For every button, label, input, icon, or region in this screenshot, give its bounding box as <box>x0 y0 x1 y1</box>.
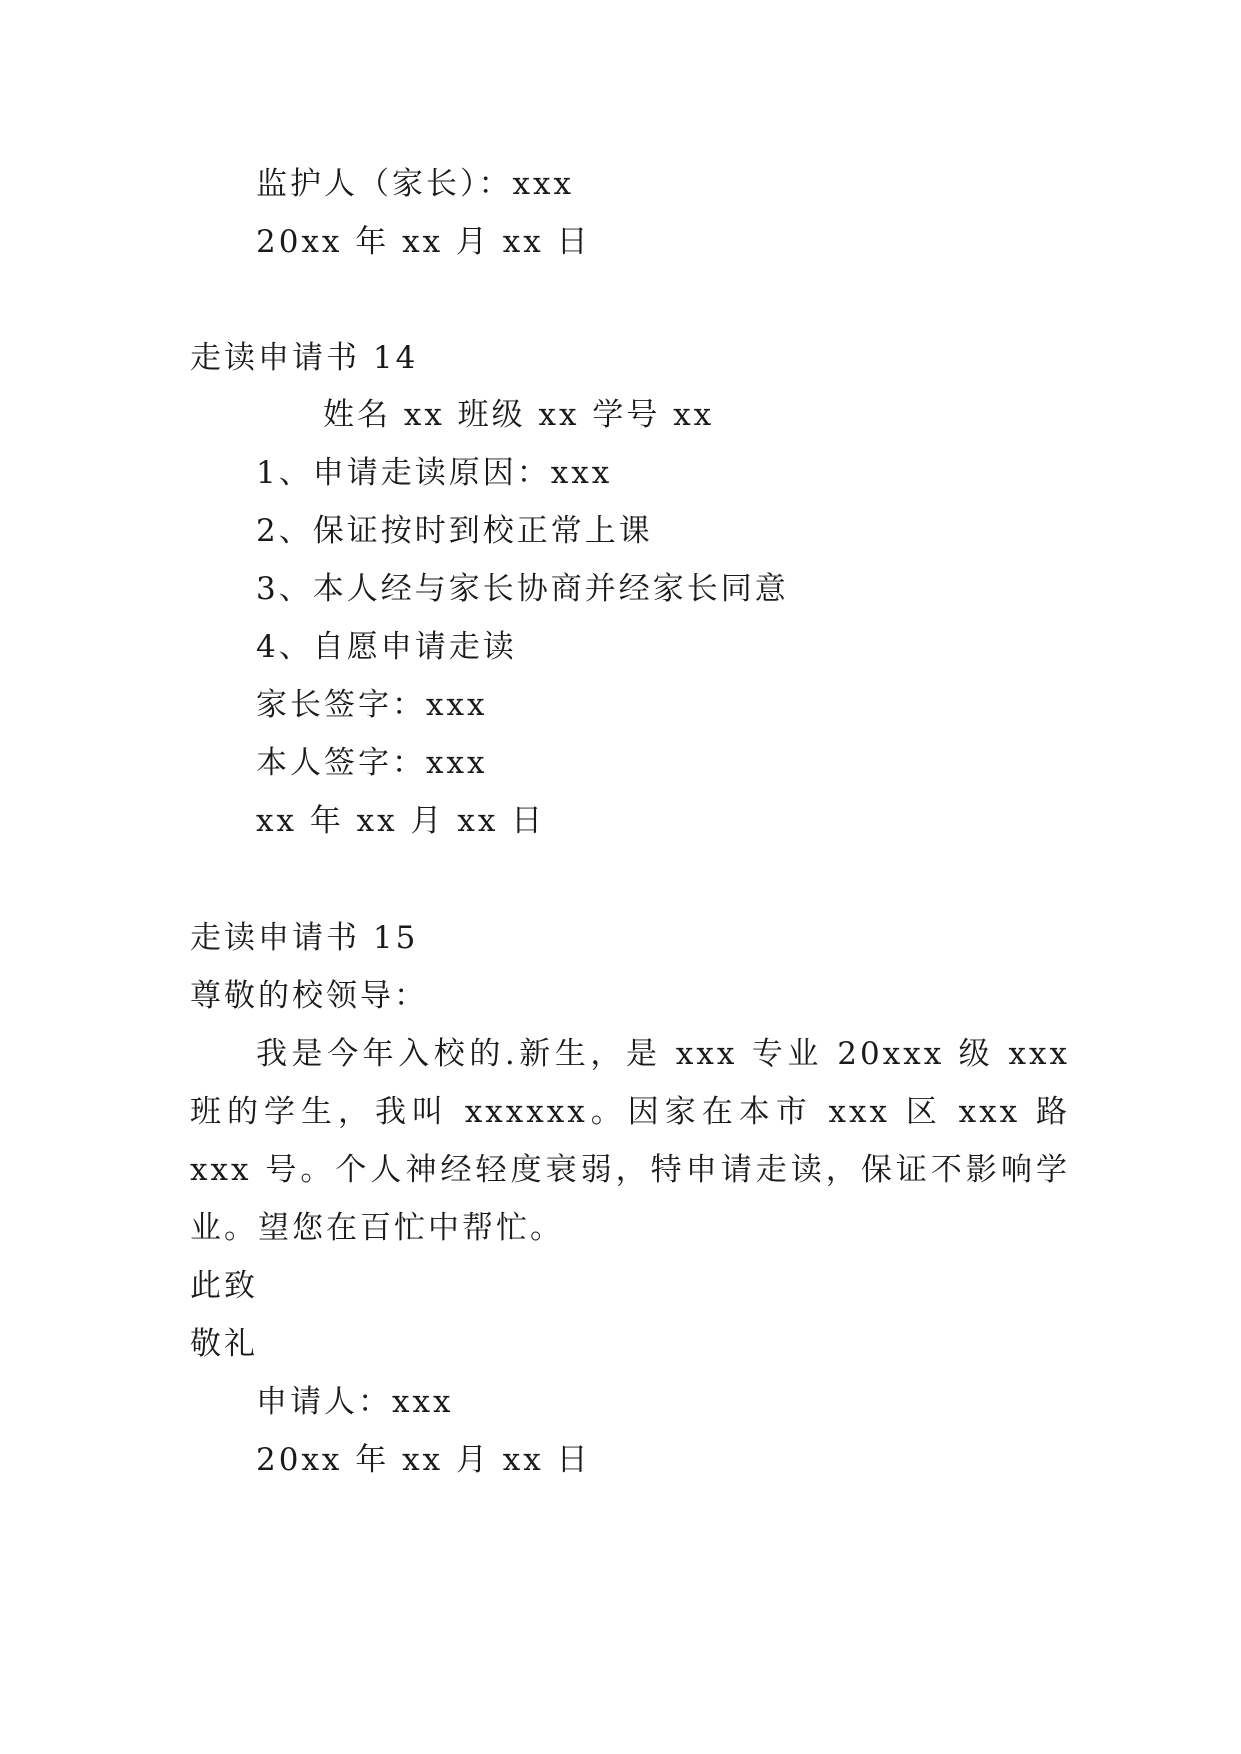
guardian-line: 监护人（家长）：xxx <box>256 166 574 202</box>
date-line-13: 20xx 年 xx 月 xx 日 <box>256 224 591 260</box>
salutation: 尊敬的校领导： <box>190 978 428 1014</box>
heading-14: 走读申请书 14 <box>190 340 419 376</box>
item-4: 4、自愿申请走读 <box>256 629 517 665</box>
applicant-line: 申请人：xxx <box>256 1384 454 1420</box>
item-3: 3、本人经与家长协商并经家长同意 <box>256 571 789 607</box>
parent-signature: 家长签字：xxx <box>256 687 488 723</box>
heading-15: 走读申请书 15 <box>190 920 419 956</box>
closing-line-1: 此致 <box>190 1268 258 1304</box>
date-line-14: xx 年 xx 月 xx 日 <box>256 803 546 839</box>
item-2: 2、保证按时到校正常上课 <box>256 513 653 549</box>
item-1: 1、申请走读原因：xxx <box>256 455 613 491</box>
closing-line-2: 敬礼 <box>190 1326 258 1362</box>
self-signature: 本人签字：xxx <box>256 745 488 781</box>
body-paragraph: 我是今年入校的.新生，是 xxx 专业 20xxx 级 xxx 班的学生，我叫 xxxxxx。因家在本市 xxx 区 xxx 路 xxx 号。个人神经轻度衰弱，特申请走读，保证不影响学业。望您在百忙中帮忙。 <box>190 1036 1070 1246</box>
date-line-15: 20xx 年 xx 月 xx 日 <box>256 1442 591 1478</box>
student-info: 姓名 xx 班级 xx 学号 xx <box>323 397 715 433</box>
